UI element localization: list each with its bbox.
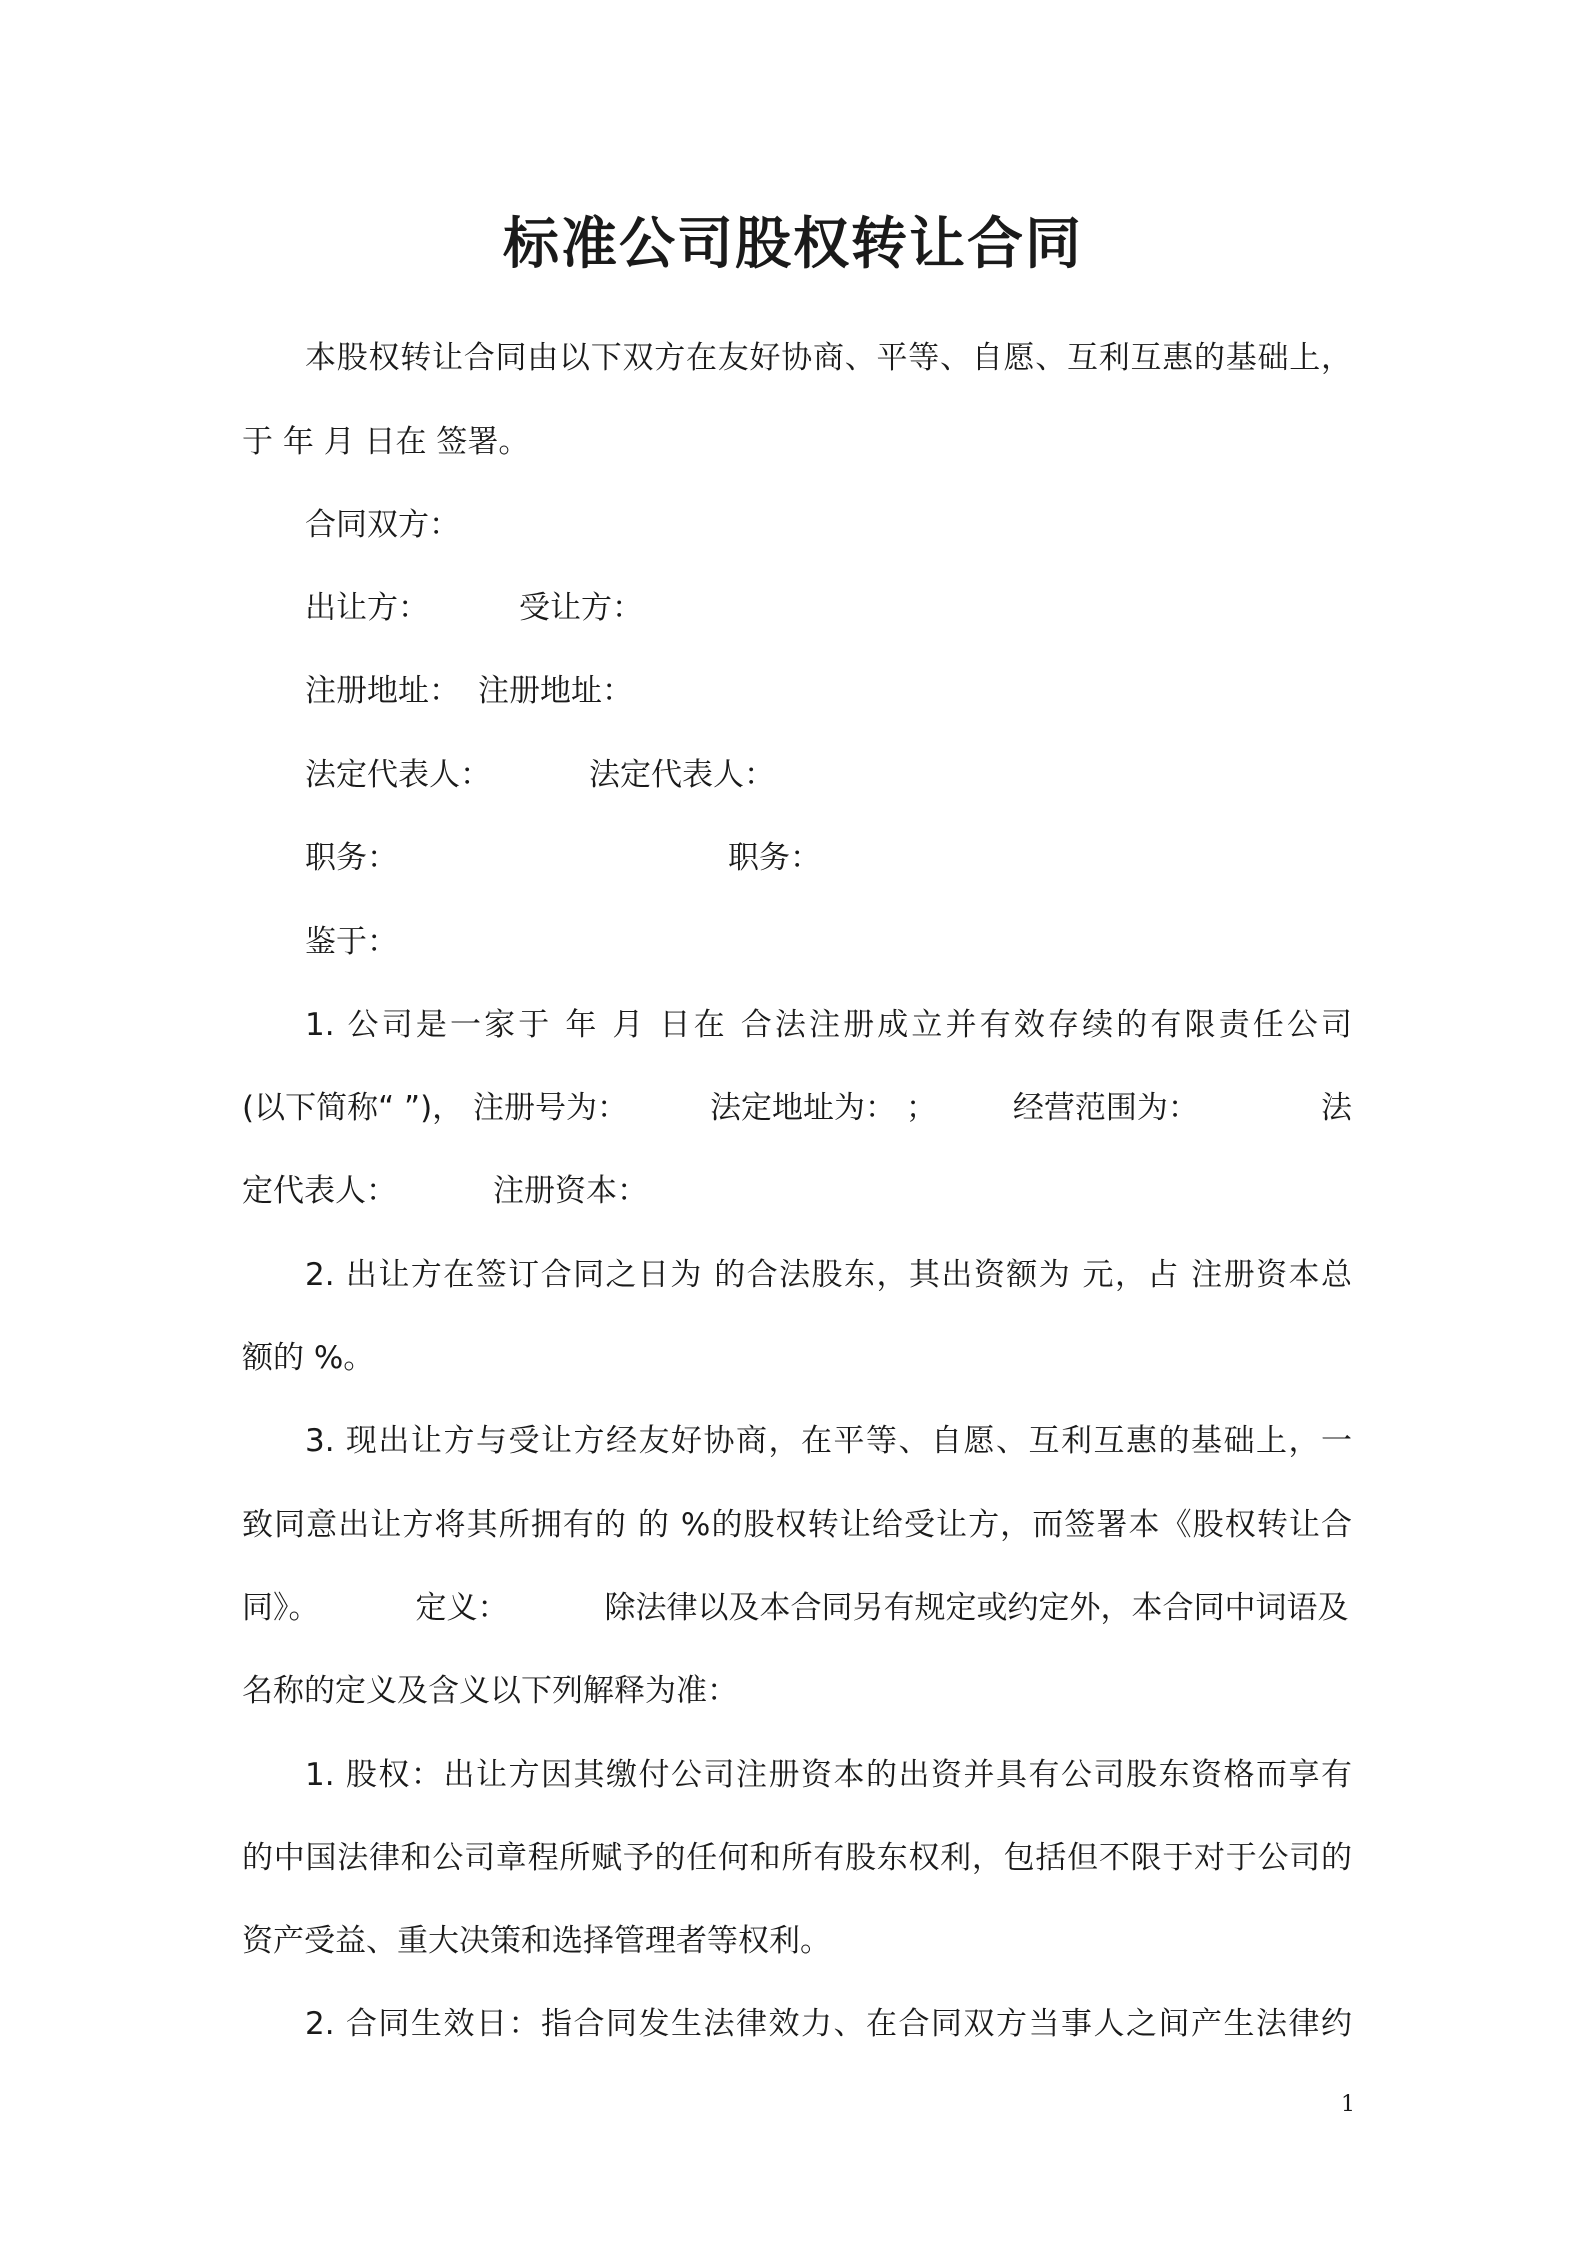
representative-row bbox=[305, 753, 1352, 797]
whereas-heading: 鉴于： bbox=[305, 924, 398, 960]
document-title: 标准公司股权转让合同 bbox=[503, 212, 1083, 277]
position-row bbox=[305, 836, 1352, 880]
parties-heading: 合同双方： bbox=[305, 507, 460, 543]
preamble-line-2: 于 年 月 日在 签署。 bbox=[242, 424, 530, 460]
clause-3-line-3 bbox=[242, 1586, 1352, 1630]
address-row bbox=[305, 669, 1352, 713]
clause-2-line-2: 额的 %。 bbox=[242, 1340, 375, 1376]
transferee-representative-label: 法定代表人： bbox=[589, 757, 775, 793]
clause-1-line-2 bbox=[242, 1086, 1352, 1130]
clause-1-line-1: 1. 公司是一家于 年 月 日在 合法注册成立并有效存续的有限责任公司 bbox=[305, 1007, 1352, 1043]
definition-1-line-1: 1. 股权：出让方因其缴付公司注册资本的出资并具有公司股东资格而享有 bbox=[305, 1757, 1352, 1793]
clause-2-line-1: 2. 出让方在签订合同之日为 的合法股东，其出资额为 元，占 注册资本总 bbox=[305, 1257, 1352, 1293]
clause-1-line-2-end: 法 bbox=[1321, 1090, 1352, 1126]
business-scope-label: 经营范围为： bbox=[1012, 1090, 1199, 1126]
transferor-address-label: 注册地址： bbox=[305, 673, 460, 709]
transferor-label: 出让方： bbox=[305, 590, 429, 626]
clause-3-end: 同》。 bbox=[242, 1590, 320, 1626]
definitions-heading: 定义： bbox=[415, 1590, 509, 1626]
transferor-representative-label: 法定代表人： bbox=[305, 757, 491, 793]
registered-capital-label: 注册资本： bbox=[493, 1173, 648, 1209]
page-number: 1 bbox=[1341, 2092, 1355, 2117]
transferee-label: 受让方： bbox=[519, 590, 643, 626]
clause-1-line-3 bbox=[242, 1169, 1352, 1213]
representative-label: 定代表人： bbox=[242, 1173, 397, 1209]
transferee-position-label: 职务： bbox=[728, 840, 821, 876]
company-short-name: (以下简称“ ”)， 注册号为： bbox=[242, 1090, 629, 1126]
clause-3-line-2: 致同意出让方将其所拥有的 的 %的股权转让给受让方，而签署本《股权转让合 bbox=[242, 1507, 1352, 1543]
preamble-line-1: 本股权转让合同由以下双方在友好协商、平等、自愿、互利互惠的基础上， bbox=[305, 340, 1352, 376]
transferee-address-label: 注册地址： bbox=[478, 673, 633, 709]
clause-3-line-1: 3. 现出让方与受让方经友好协商，在平等、自愿、互利互惠的基础上，一 bbox=[305, 1423, 1352, 1459]
party-name-row bbox=[305, 586, 1352, 630]
definition-2-line-1: 2. 合同生效日：指合同发生法律效力、在合同双方当事人之间产生法律约 bbox=[305, 2006, 1352, 2042]
legal-address-label: 法定地址为： ； bbox=[710, 1090, 937, 1126]
definitions-intro: 除法律以及本合同另有规定或约定外，本合同中词语及 bbox=[604, 1590, 1349, 1626]
definition-1-line-3: 资产受益、重大决策和选择管理者等权利。 bbox=[242, 1923, 831, 1959]
definitions-intro-line-2: 名称的定义及含义以下列解释为准： bbox=[242, 1673, 738, 1709]
definition-1-line-2: 的中国法律和公司章程所赋予的任何和所有股东权利，包括但不限于对于公司的 bbox=[242, 1840, 1352, 1876]
transferor-position-label: 职务： bbox=[305, 840, 398, 876]
